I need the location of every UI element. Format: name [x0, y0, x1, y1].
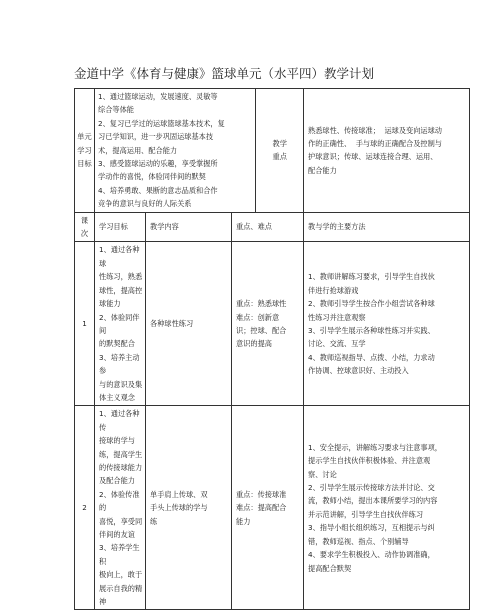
lesson-content: 单手肩上传球、双 手头上传球的学与 练: [146, 406, 232, 610]
teaching-focus-label: 教学 重点: [272, 138, 287, 162]
table-row: [75, 242, 470, 406]
lesson-number: 1: [75, 242, 95, 406]
header-key: 重点、难点: [232, 212, 304, 242]
lesson-content: 各种球性练习: [146, 242, 232, 406]
unit-goals: 1、通过篮球运动，发展速度、灵敏等 综合等体能 2、复习已学过的运球篮球基本技术，复 习已学知识，进一步巩固运球基本技 术，提高运用、配合能力 3、感受篮球运动的乐趣，享受掌握所 学动作的喜悦，体验同伴间的默契 4、培养勇敢、果断的意志品质和合作 竞争的意识与良好的人际关系: [95, 89, 255, 212]
lesson-goal: 1、通过各种球 性练习，熟悉 球性，提高控 球能力 2、体验同伴间 的默契配合 3、培养主动参 与的意识及集 体主义观念: [95, 242, 146, 406]
header-row: [75, 212, 470, 242]
plan-table: [74, 88, 470, 610]
lesson-key-points: 重点：传接球准 难点：提高配合 能力: [232, 406, 304, 610]
lesson-number: 2: [75, 406, 95, 610]
lesson-methods: 1、安全提示，讲解练习要求与注意事项， 提示学生自找伙伴积极体验、并注意观 察、讨论 2、引导学生展示传接球方法并讨论、交 流，教师小结，提出本课所要学习的内容 并示范讲解，引导学生自找伙伴练习 3、指导小组长组织练习，互相提示与纠 错，教师巡视、指点、个别辅导 4、要求学生积极投入、动作协调准确， 提高配合默契: [304, 406, 470, 610]
header-lesson: 课 次: [75, 212, 95, 242]
header-methods: 教与学的主要方法: [304, 212, 470, 242]
lesson-methods: 1、教师讲解练习要求，引导学生自找伙 伴进行抢球游戏 2、教师引导学生按合作小组尝试各种球 性练习并注意观察 3、引导学生展示各种球性练习并实践、 讨论、交流、互学 4、教师巡视指导、点拨、小结，力求动 作协调、控球意识好、主动投入: [304, 242, 470, 406]
header-goal: 学习目标: [95, 212, 146, 242]
header-content: 教学内容: [146, 212, 232, 242]
lesson-key-points: 重点：熟悉球性 难点：创新意 识；控球、配合 意识的提高: [232, 242, 304, 406]
lesson-goal: 1、通过各种传 接球的学与 练，提高学生 的传接球能力 及配合能力 2、体验传准的 喜悦，享受同 伴间的友谊 3、培养学生积 极向上，敢于 展示自我的精 神: [95, 406, 146, 610]
unit-goal-label: 单元 学习 目标: [75, 89, 95, 213]
teaching-focus: 熟悉球性、传接球准； 运球及变向运球动 作的正确性、 手与球的正确配合及控制与 护球意识；传球、运球连接合理、运用、 配合能力: [304, 89, 470, 213]
page-title: 金道中学《体育与健康》篮球单元（水平四）教学计划: [74, 66, 375, 81]
table-row: [75, 406, 470, 610]
unit-row: [75, 89, 470, 213]
